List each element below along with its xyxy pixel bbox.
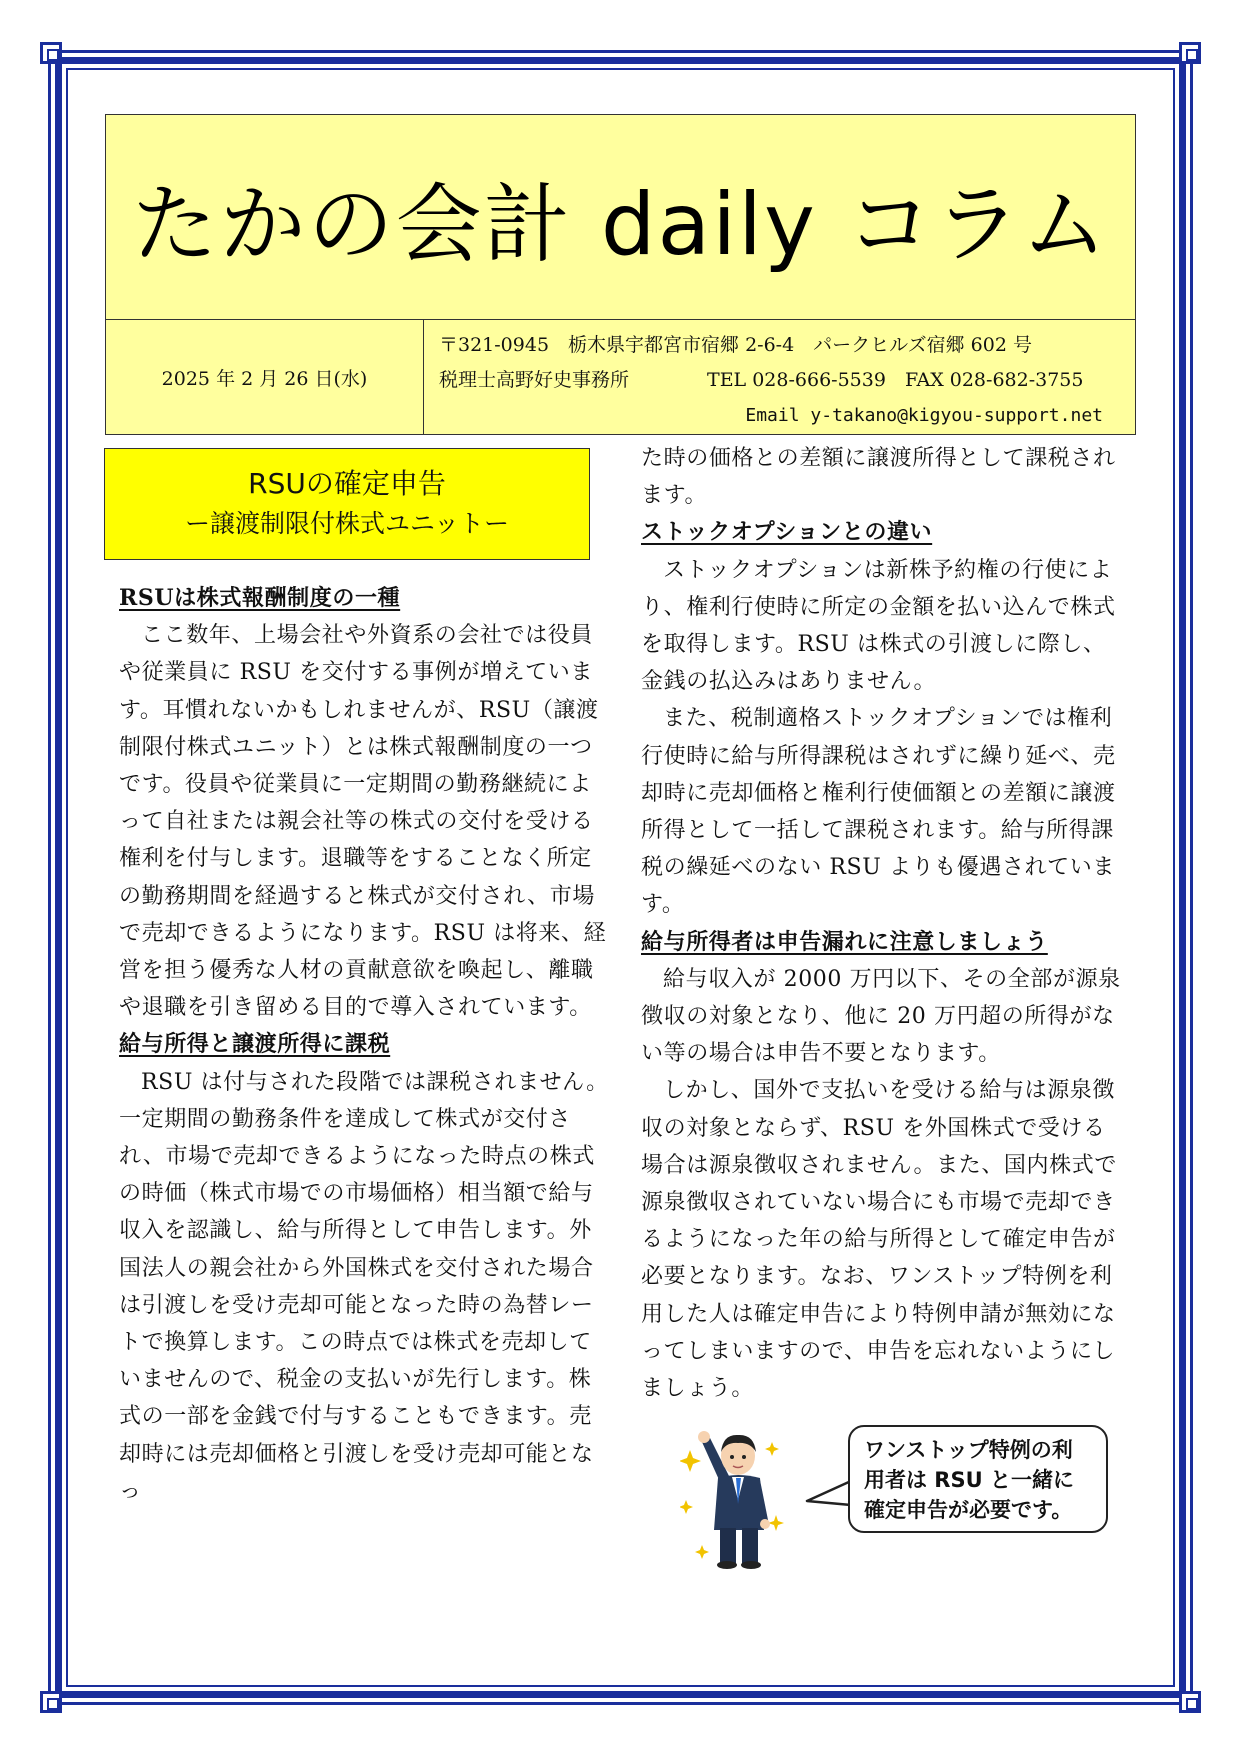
section-heading: RSUは株式報酬制度の一種 xyxy=(119,585,401,611)
frame-corner-bottom-left xyxy=(40,1691,62,1713)
frame-corner-bottom-right xyxy=(1179,1691,1201,1713)
article-title-box xyxy=(104,448,590,560)
office-name-phone xyxy=(439,363,1135,398)
speech-bubble: ワンストップ特例の利用者は RSU と一緒に確定申告が必要です。 xyxy=(848,1425,1108,1533)
body-paragraph-continued: た時の価格との差額に譲渡所得として課税されます。 xyxy=(641,446,1116,509)
section-heading: ストックオプションとの違い xyxy=(641,519,933,546)
frame-corner-top-left xyxy=(40,42,62,64)
left-column xyxy=(119,580,609,1510)
section-heading: 給与所得と譲渡所得に課税 xyxy=(119,1031,391,1058)
businessman-pointing-illustration xyxy=(680,1420,790,1570)
office-email: Email y-takano@kigyou-support.net xyxy=(745,405,1103,426)
tel-fax: TEL 028-666-5539 FAX 028-682-3755 xyxy=(707,369,1084,391)
body-paragraph: ここ数年、上場会社や外資系の会社では役員や従業員に RSU を交付する事例が増えています。耳慣れないかもしれませんが、RSU（譲渡制限付株式ユニット）とは株式報酬制度の一つです。役員や従業員に一定期間の勤務継続によって自社または親会社等の株式の交付を受ける権利を付与します。退職等をすることなく所定の勤務期間を経過すると株式が交付され、市場で売却できるようになります。RSU は将来、経営を担う優秀な人材の貢献意欲を喚起し、離職や退職を引き留める目的で導入されています。 xyxy=(119,623,607,1021)
office-contact-info xyxy=(439,328,1135,432)
body-paragraph: RSU は付与された段階では課税されません。一定期間の勤務条件を達成して株式が交付され、市場で売却できるようになった時点の株式の時価（株式市場での市場価格）相当額で給与収入を認識し、給与所得として申告します。外国法人の親会社から外国株式を交付された場合は引渡しを受け売却可能となった時の為替レートで換算します。この時点では株式を売却していませんので、税金の支払いが先行します。株式の一部を金銭で付与することもできます。売却時には売却価格と引渡しを受け売却可能となっ xyxy=(119,1069,609,1504)
body-paragraph: しかし、国外で支払いを受ける給与は源泉徴収の対象とならず、RSU を外国株式で受ける場合は源泉徴収されません。また、国内株式で源泉徴収されていない場合にも市場で売却できるようになった年の給与所得として確定申告が必要となります。なお、ワンストップ特例を利用した人は確定申告により特例申請が無効になってしまいますので、申告を忘れないようにしましょう。 xyxy=(641,1078,1117,1402)
body-paragraph: 給与収入が 2000 万円以下、その全部が源泉徴収の対象となり、他に 20 万円超の所得がない等の場合は申告不要となります。 xyxy=(641,966,1121,1067)
body-paragraph: また、税制適格ストックオプションでは権利行使時に給与所得課税はされずに繰り延べ、売却時に売却価格と権利行使価額との差額に譲渡所得として一括して課税されます。給与所得課税の繰延べのない RSU よりも優遇されています。 xyxy=(641,706,1116,918)
office-name: 税理士高野好史事務所 xyxy=(439,369,630,391)
article-title: RSUの確定申告 xyxy=(248,467,446,500)
frame-corner-top-right xyxy=(1179,42,1201,64)
newsletter-title: たかの会計 daily コラム xyxy=(106,115,1135,320)
body-paragraph: ストックオプションは新株予約権の行使により、権利行使時に所定の金額を払い込んで株式を取得します。RSU は株式の引渡しに際し、金銭の払込みはありません。 xyxy=(641,557,1116,695)
section-heading: 給与所得者は申告漏れに注意しましょう xyxy=(641,928,1048,955)
issue-date: 2025 年 2 月 26 日(水) xyxy=(106,320,424,434)
newsletter-header xyxy=(105,114,1136,435)
office-address: 〒321-0945 栃木県宇都宮市宿郷 2-6-4 パークヒルズ宿郷 602 号 xyxy=(439,334,1032,356)
right-column xyxy=(641,440,1121,1407)
article-subtitle: ー譲渡制限付株式ユニットー xyxy=(184,509,509,538)
